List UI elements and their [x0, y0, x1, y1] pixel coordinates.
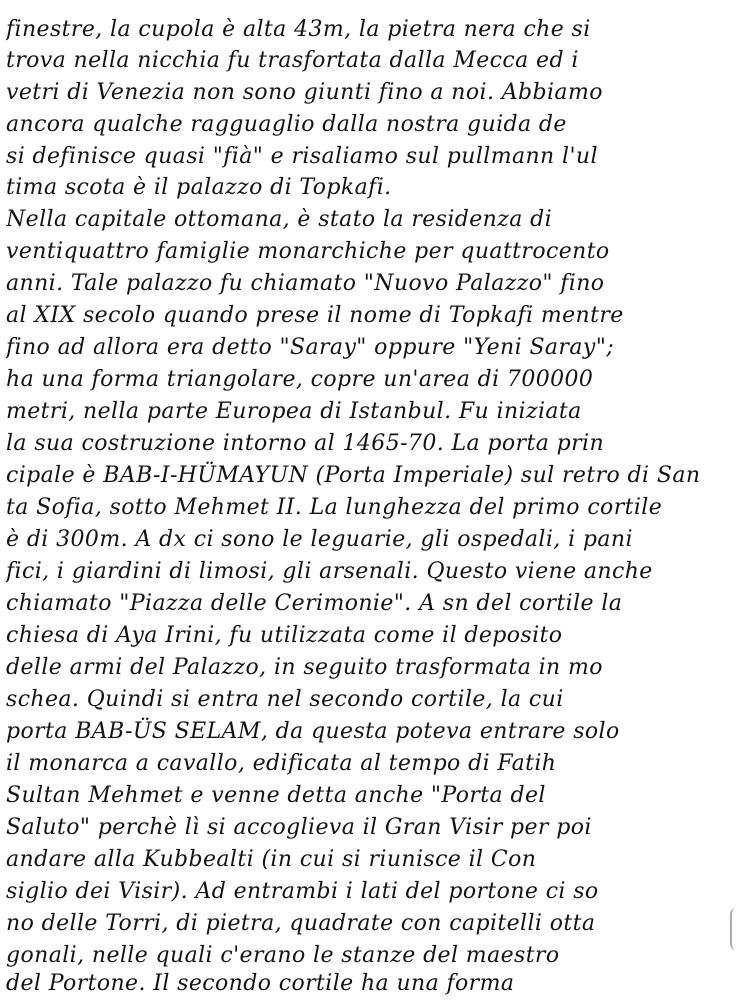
text-line-29: no delle Torri, di pietra, quadrate con capitelli otta: [6, 911, 596, 936]
text-line-6: tima scota è il palazzo di Topkafi.: [6, 175, 392, 200]
text-line-3: vetri di Venezia non sono giunti fino a noi. Abbiamo: [6, 80, 603, 105]
text-line-10: al XIX secolo quando prese il nome di Topkafi mentre: [6, 303, 624, 328]
text-line-27: andare alla Kubbealti (in cui si riunisce il Con: [6, 847, 537, 872]
text-line-14: la sua costruzione intorno al 1465-70. La porta prin: [6, 431, 605, 456]
text-line-21: delle armi del Palazzo, in seguito trasformata in mo: [6, 655, 603, 680]
text-line-5: si definisce quasi "fià" e risaliamo sul pullmann l'ul: [6, 144, 598, 169]
text-line-25: Sultan Mehmet e venne detta anche "Porta del: [6, 783, 546, 808]
text-line-20: chiesa di Aya Irini, fu utilizzata come il deposito: [6, 623, 563, 648]
text-line-19: chiamato "Piazza delle Cerimonie". A sn del cortile la: [6, 591, 623, 616]
text-line-18: fici, i giardini di limosi, gli arsenali. Questo viene anche: [6, 559, 653, 584]
text-line-24: il monarca a cavallo, edificata al tempo di Fatih: [6, 751, 557, 776]
text-line-30: gonali, nelle quali c'erano le stanze del maestro: [6, 943, 560, 968]
text-line-1: finestre, la cupola è alta 43m, la pietra nera che si: [6, 17, 591, 42]
text-line-16: ta Sofia, sotto Mehmet II. La lunghezza del primo cortile: [6, 495, 663, 520]
text-line-26: Saluto" perchè lì si accoglieva il Gran Visir per poi: [6, 815, 592, 840]
text-line-4: ancora qualche ragguaglio dalla nostra guida de: [6, 112, 567, 137]
text-line-15: cipale è BAB-I-HÜMAYUN (Porta Imperiale) sul retro di San: [6, 463, 701, 488]
text-line-12: ha una forma triangolare, copre un'area di 700000: [6, 367, 594, 392]
margin-pen-stroke: [730, 908, 746, 950]
text-line-8: ventiquattro famiglie monarchiche per quattrocento: [6, 239, 610, 264]
text-line-7: Nella capitale ottomana, è stato la residenza di: [6, 207, 553, 232]
text-line-28: siglio dei Visir). Ad entrambi i lati del portone ci so: [6, 879, 599, 904]
text-line-2: trova nella nicchia fu trasfortata dalla Mecca ed i: [6, 48, 579, 73]
text-line-9: anni. Tale palazzo fu chiamato "Nuovo Palazzo" fino: [6, 271, 605, 296]
text-line-31: del Portone. Il secondo cortile ha una forma: [6, 971, 515, 996]
text-line-23: porta BAB-ÜS SELAM, da questa poteva entrare solo: [6, 719, 620, 744]
text-line-11: fino ad allora era detto "Saray" oppure "Yeni Saray";: [6, 335, 615, 360]
text-line-22: schea. Quindi si entra nel secondo cortile, la cui: [6, 687, 564, 712]
text-line-17: è di 300m. A dx ci sono le leguarie, gli ospedali, i pani: [6, 527, 633, 552]
text-line-13: metri, nella parte Europea di Istanbul. Fu iniziata: [6, 399, 582, 424]
